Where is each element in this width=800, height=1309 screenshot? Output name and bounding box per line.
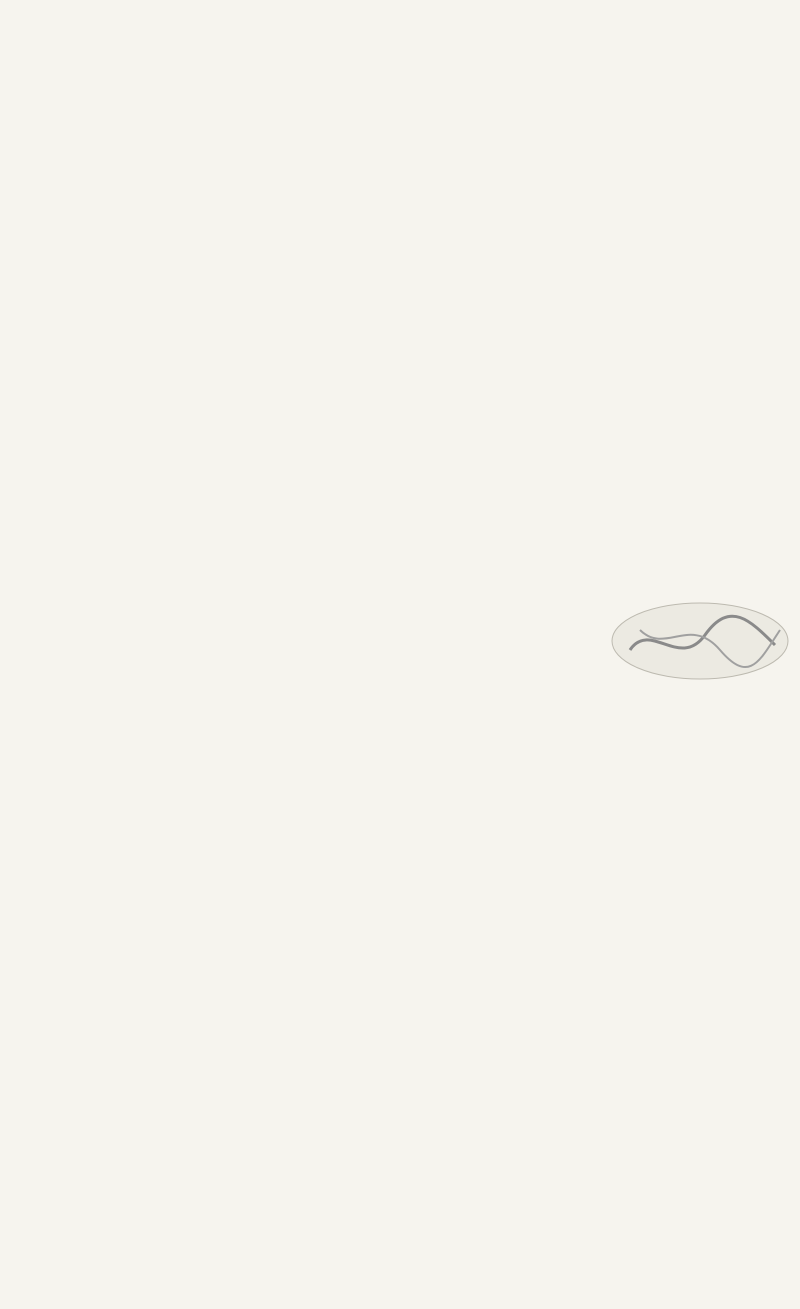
stamp-image (610, 600, 790, 682)
